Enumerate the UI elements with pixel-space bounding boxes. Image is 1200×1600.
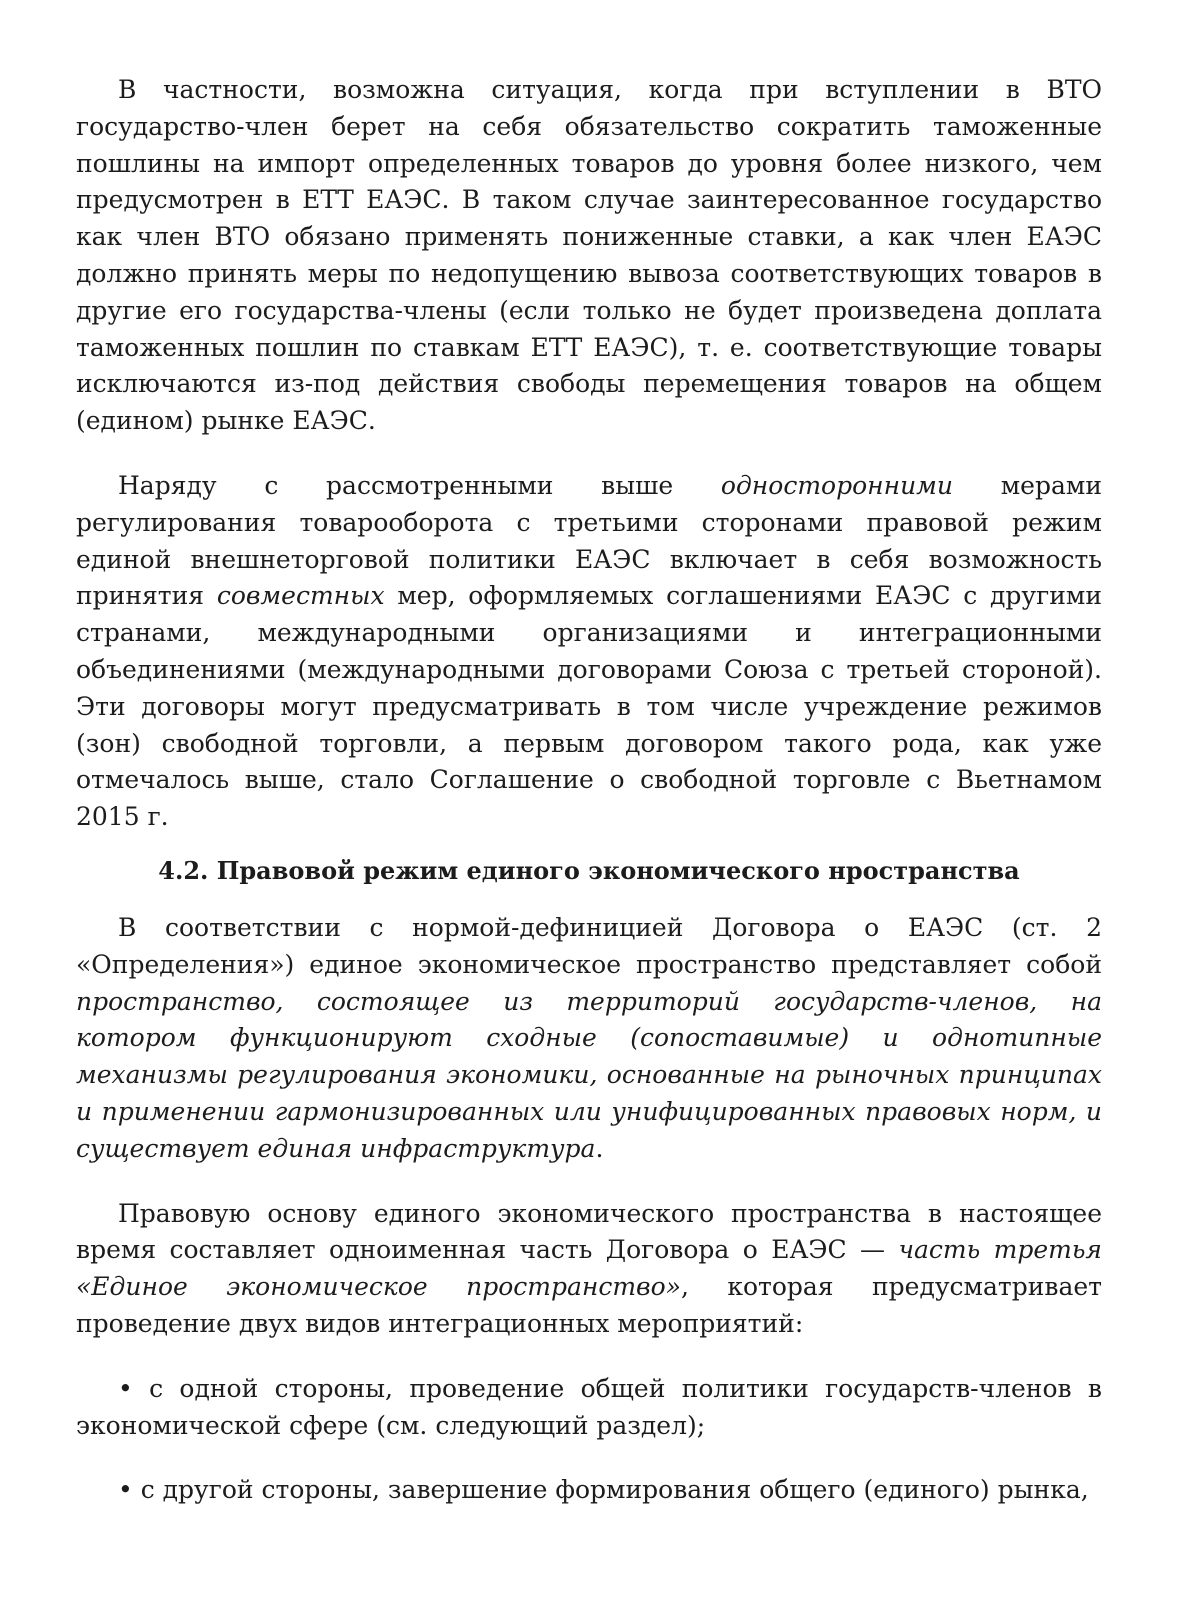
document-page: [76, 72, 1102, 1509]
emphasis-unilateral: односторонними: [720, 470, 953, 500]
paragraph-legal-basis: [76, 1196, 1102, 1343]
list-item-common-market: • с другой стороны, завершение формирования общего (единого) рынка,: [118, 1475, 1089, 1505]
emphasis-definition: пространство, состоящее из территорий государств-членов, на котором функционируют сходные (сопоставимые) и однотипные механизмы регулирования экономики, основанные на рыночных принципах и применении гармонизированных или унифицированных правовых норм, и существует единая инфраструктура: [76, 986, 1102, 1163]
text-run: Правовую основу единого экономического пространства в настоящее время составляет одноименная часть Договора о ЕАЭС —: [76, 1198, 1102, 1265]
paragraph-definition: [76, 910, 1102, 1168]
text-run: , которая предусматривает проведение двух видов интеграционных мероприятий:: [76, 1272, 1102, 1338]
text-run: В соответствии с нормой-дефиницией Договора о ЕАЭС (ст. 2 «Определения») единое экономическое пространство представляет собой: [76, 912, 1102, 979]
text-run: .: [595, 1133, 604, 1163]
section-heading: 4.2. Правовой режим единого экономического нространства: [158, 855, 1020, 885]
paragraph-wto: В частности, возможна ситуация, когда при вступлении в ВТО государство-член берет на себя обязательство сократить таможенные пошлины на импорт определенных товаров до уровня более низкого, чем предусмотрен в ЕТТ ЕАЭС. В таком случае заинтересованное государство как член ВТО обязано применять пониженные ставки, а как член ЕАЭС должно принять меры по недопущению вывоза соответствующих товаров в другие его государства-члены (если только не будет произведена доплата таможенных пошлин по ставкам ЕТТ ЕАЭС), т. е. соответствующие товары исключаются из-под действия свободы перемещения товаров на общем (едином) рынке ЕАЭС.: [76, 75, 1102, 436]
emphasis-joint: совместных: [216, 581, 385, 611]
text-run: мерами регулирования товарооборота с третьими сторонами правовой режим единой внешнеторговой политики ЕАЭС включает в себя возможность принятия: [76, 470, 1102, 611]
text-run: Наряду с рассмотренными выше: [118, 470, 721, 500]
emphasis-part-three: часть третья «Единое экономическое пространство»: [76, 1235, 1102, 1302]
text-run: мер, оформляемых соглашениями ЕАЭС с другими странами, международными организациями и интеграционными объединениями (международными договорами Союза с третьей стороной). Эти договоры могут предусматривать в том числе учреждение режимов (зон) свободной торговли, а первым договором такого рода, как уже отмечалось выше, стало Соглашение о свободной торговле с Вьетнамом 2015 г.: [76, 581, 1102, 832]
list-item-common-policy: • с одной стороны, проведение общей политики государств-членов в экономической сфере (см. следующий раздел);: [76, 1373, 1102, 1440]
paragraph-unilateral-measures: [76, 468, 1102, 836]
